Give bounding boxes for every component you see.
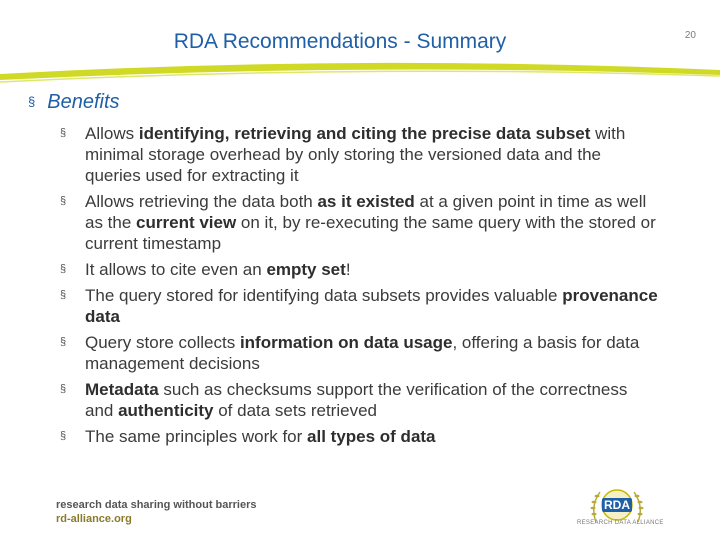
bullet-marker: § (60, 383, 67, 395)
header-swoosh (0, 60, 720, 90)
bullet-item (60, 191, 660, 254)
bullet-marker: § (60, 127, 67, 139)
bullet-text: on it, by re-executing the same query with the stored or current timestamp (85, 213, 656, 253)
section-bullet: § (28, 94, 36, 109)
bullet-emphasis: identifying, retrieving and citing the precise data subset (138, 124, 591, 143)
bullet-item (60, 259, 660, 280)
bullet-text: Query store collects (85, 333, 240, 352)
bullet-marker: § (60, 430, 67, 442)
benefits-list (60, 123, 660, 452)
bullet-text: such as checksums support the verification of the correctness and (85, 380, 628, 420)
bullet-text: Allows retrieving the data both (85, 192, 318, 211)
bullet-text: Allows (85, 124, 139, 143)
bullet-emphasis: authenticity (118, 401, 214, 420)
bullet-text: The same principles work for (85, 427, 308, 446)
bullet-text: , offering a basis for data management decisions (85, 333, 640, 373)
bullet-item (60, 379, 660, 421)
bullet-emphasis: as it existed (317, 192, 415, 211)
wheat-left-icon (591, 492, 601, 522)
bullet-marker: § (60, 263, 67, 275)
wheat-right-icon (634, 492, 644, 522)
bullet-emphasis: empty set (266, 260, 346, 279)
bullet-text: at a given point in time as well as the (85, 192, 647, 232)
bullet-item (60, 332, 660, 374)
bullet-marker: § (60, 195, 67, 207)
logo-subtitle: RESEARCH DATA ALLIANCE (577, 520, 664, 526)
bullet-text: with minimal storage overhead by only storing the versioned data and the queries used for extracting it (85, 124, 626, 185)
bullet-text: The query stored for identifying data subsets provides valuable (85, 286, 563, 305)
footer-text (56, 498, 257, 526)
section-heading (28, 91, 120, 114)
bullet-item (60, 426, 660, 447)
bullet-emphasis: Metadata (85, 380, 159, 399)
section-heading-text: Benefits (47, 91, 120, 113)
bullet-emphasis: all types of data (307, 427, 436, 446)
bullet-emphasis: current view (136, 213, 237, 232)
bullet-emphasis: provenance data (85, 286, 658, 326)
bullet-item (60, 123, 660, 186)
bullet-text: ! (345, 260, 351, 279)
footer-tagline: research data sharing without barriers (56, 499, 257, 511)
bullet-text: of data sets retrieved (213, 401, 377, 420)
bullet-emphasis: information on data usage (239, 333, 453, 352)
footer-url: rd-alliance.org (56, 513, 132, 525)
bullet-text: It allows to cite even an (85, 260, 267, 279)
bullet-item (60, 285, 660, 327)
bullet-marker: § (60, 289, 67, 301)
slide-title: RDA Recommendations - Summary (173, 30, 507, 53)
page-number: 20 (684, 30, 696, 41)
bullet-marker: § (60, 336, 67, 348)
logo-text: RDA (604, 498, 630, 512)
